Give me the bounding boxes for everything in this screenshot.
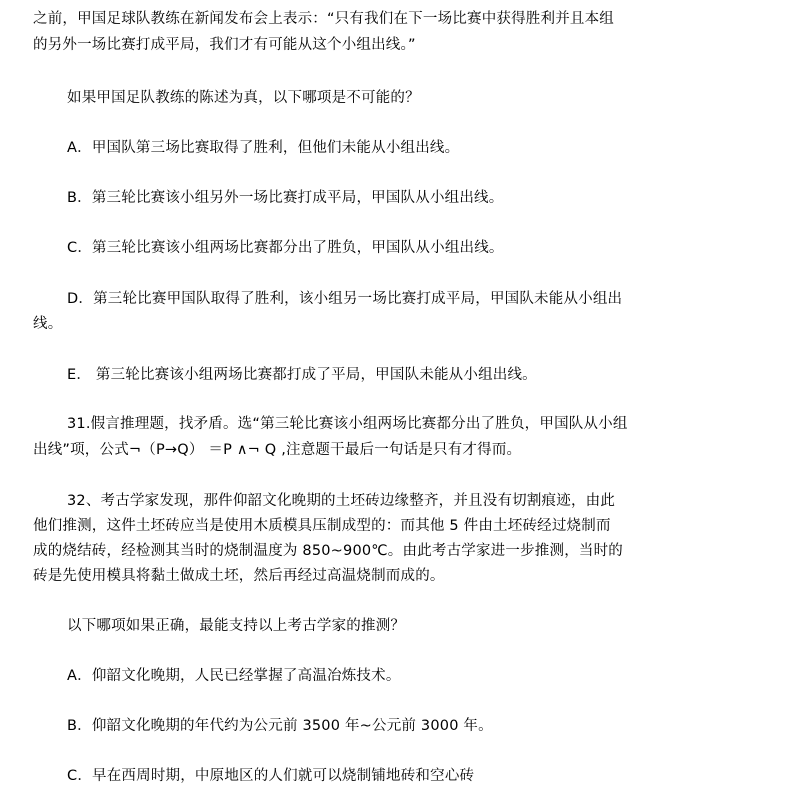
question-32-line-3: 成的烧结砖，经检测其当时的烧制温度为 850~900℃。由此考古学家进一步推测，当时的 <box>33 543 623 559</box>
answer-31-line-2: 出线”项，公式¬（P→Q） ＝P ∧¬ Q ,注意题干最后一句话是只有才得而。 <box>33 442 522 458</box>
question-32-line-1: 32、考古学家发现，那件仰韶文化晚期的土坯砖边缘整齐，并且没有切割痕迹，由此 <box>67 493 616 509</box>
q32-option-c: C．早在西周时期，中原地区的人们就可以烧制铺地砖和空心砖 <box>67 768 475 784</box>
question-32-prompt: 以下哪项如果正确，最能支持以上考古学家的推测？ <box>67 618 406 634</box>
q30-option-c: C．第三轮比赛该小组两场比赛都分出了胜负，甲国队从小组出线。 <box>67 240 504 256</box>
question-30-stem: 如果甲国足队教练的陈述为真，以下哪项是不可能的？ <box>67 90 420 106</box>
q30-option-e: E． 第三轮比赛该小组两场比赛都打成了平局，甲国队未能从小组出线。 <box>67 367 537 383</box>
intro-line-2: 的另外一场比赛打成平局，我们才有可能从这个小组出线。” <box>33 37 416 53</box>
question-32-line-2: 他们推测，这件土坯砖应当是使用木质模具压制成型的：而其他 5 件由土坯砖经过烧制而 <box>33 518 611 534</box>
intro-line-1: 之前，甲国足球队教练在新闻发布会上表示：“只有我们在下一场比赛中获得胜利并且本组 <box>33 11 615 27</box>
q30-option-d-line-1: D．第三轮比赛甲国队取得了胜利，该小组另一场比赛打成平局，甲国队未能从小组出 <box>67 291 623 307</box>
q30-option-a: A．甲国队第三场比赛取得了胜利，但他们未能从小组出线。 <box>67 140 460 156</box>
q32-option-b: B．仰韶文化晚期的年代约为公元前 3500 年~公元前 3000 年。 <box>67 718 493 734</box>
q32-option-a: A．仰韶文化晚期，人民已经掌握了高温冶炼技术。 <box>67 668 401 684</box>
q30-option-b: B．第三轮比赛该小组另外一场比赛打成平局，甲国队从小组出线。 <box>67 190 504 206</box>
question-32-line-4: 砖是先使用模具将黏土做成土坯，然后再经过高温烧制而成的。 <box>33 568 445 584</box>
answer-31-line-1: 31.假言推理题，找矛盾。选“第三轮比赛该小组两场比赛都分出了胜负，甲国队从小组 <box>67 416 628 432</box>
q30-option-d-line-2: 线。 <box>33 316 63 332</box>
